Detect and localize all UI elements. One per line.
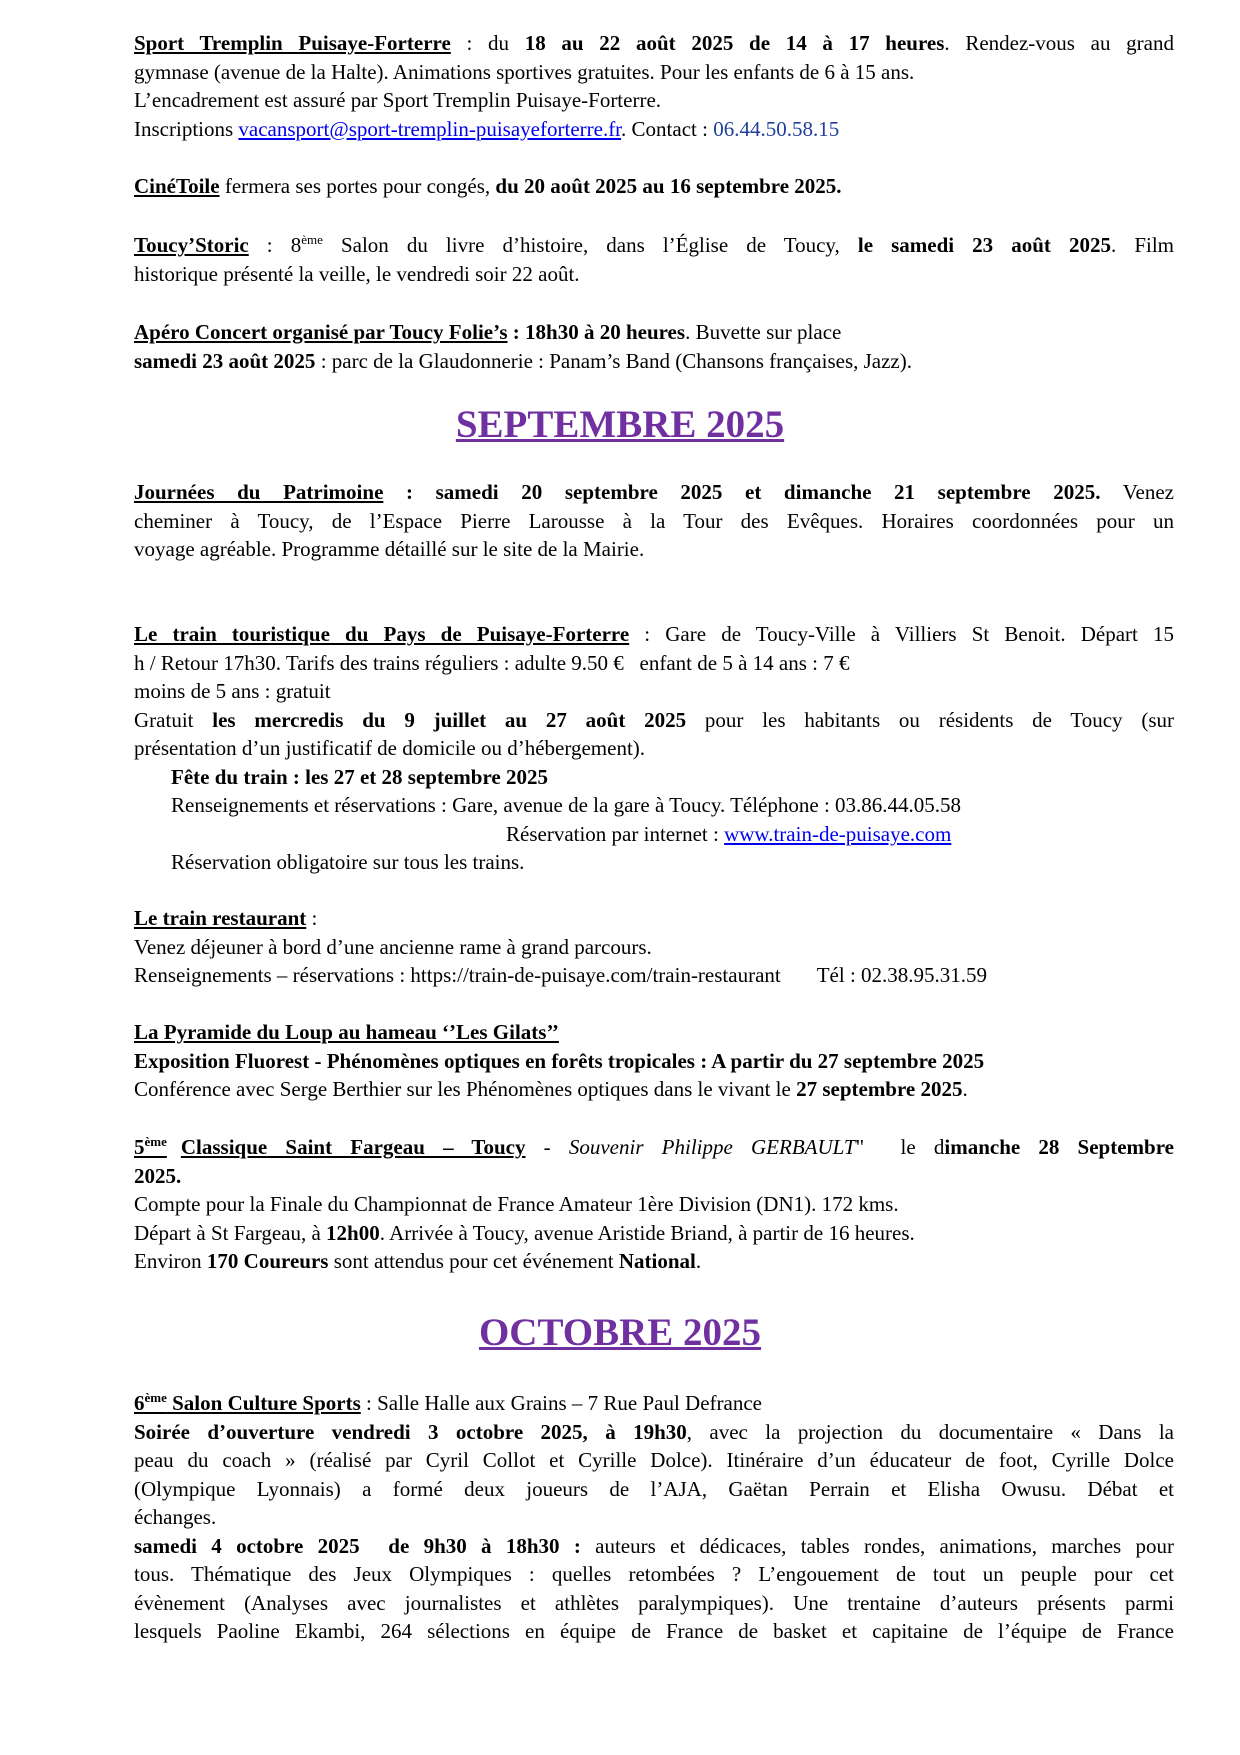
event-cinetoile <box>134 172 1174 201</box>
event-toucy-storic <box>134 231 1174 288</box>
text-line: gymnase (avenue de la Halte). Animations sportives gratuites. Pour les enfants de 6 à 15 ans. <box>134 59 915 84</box>
text-line: voyage agréable. Programme détaillé sur le site de la Mairie. <box>134 537 645 561</box>
text: Souvenir Philippe GERBAULT <box>568 1135 856 1159</box>
event-title: La Pyramide du Loup au hameau ‘’Les Gilats’’ <box>134 1020 559 1044</box>
event-title: CinéToile <box>134 174 220 198</box>
text: Classique Saint Fargeau – Toucy <box>180 1135 526 1159</box>
text-line <box>134 318 1174 347</box>
text-line <box>134 347 1174 376</box>
event-classique-saint-fargeau <box>134 1133 1174 1276</box>
text: National <box>618 1249 696 1273</box>
event-train-restaurant <box>134 904 1174 990</box>
text: 12h00 <box>326 1220 380 1245</box>
event-date: Soirée d’ouverture vendredi 3 octobre 2025, à 19h30 <box>134 1419 687 1444</box>
month-heading-october: OCTOBRE 2025 <box>478 1311 762 1354</box>
text-line <box>134 478 1174 507</box>
event-title: Le train touristique du Pays de Puisaye-Forterre <box>134 622 630 646</box>
text-line: L’encadrement est assuré par Sport Tremplin Puisaye-Forterre. <box>134 88 662 112</box>
superscript: ème <box>301 232 323 247</box>
text: : Gare de Toucy-Ville à Villiers St Benoit. Départ 15 <box>629 622 1174 646</box>
text-line: Compte pour la Finale du Championnat de France Amateur 1ère Division (DN1). 172 kms. <box>134 1192 899 1216</box>
text-line: Renseignements et réservations : Gare, avenue de la gare à Toucy. Téléphone : 03.86.44.05.58 <box>171 793 962 817</box>
event-title: Sport Tremplin Puisaye-Forterre <box>134 31 451 55</box>
fete-du-train: Fête du train : les 27 et 28 septembre 2025 <box>171 764 548 789</box>
event-time: : 18h30 à 20 heures <box>507 320 686 344</box>
text: auteurs et dédicaces, tables rondes, animations, marches pour <box>580 1533 1175 1558</box>
event-salon-culture-sports <box>134 1389 1174 1646</box>
text-line <box>134 1532 1174 1561</box>
text-line <box>134 1075 1174 1104</box>
superscript: ème <box>144 1134 167 1149</box>
text-line: cheminer à Toucy, de l’Espace Pierre Larousse à la Tour des Evêques. Horaires coordonnées pour un <box>134 508 1174 533</box>
text: , avec la projection du documentaire « Dans la <box>686 1419 1174 1444</box>
text-line <box>134 1418 1174 1447</box>
text: : parc de la Glaudonnerie : Panam’s Band (Chansons françaises, Jazz). <box>315 348 912 373</box>
text: - <box>525 1135 569 1159</box>
email-link[interactable]: vacansport@sport-tremplin-puisayeforterre.fr <box>238 116 622 141</box>
text: " <box>855 1135 865 1159</box>
event-title <box>134 1135 525 1159</box>
event-dates: les mercredis du 9 juillet au 27 août 2025 <box>212 707 687 732</box>
text: . Arrivée à Toucy, avenue Aristide Briand, à partir de 16 heures. <box>379 1220 915 1245</box>
text: 6 <box>134 1391 145 1415</box>
event-date: samedi 23 août 2025 <box>134 348 316 373</box>
text-line <box>134 1219 1174 1248</box>
event-dates: du 20 août 2025 au 16 septembre 2025. <box>495 174 842 198</box>
text-line <box>134 29 1174 58</box>
event-train-touristique <box>134 620 1174 877</box>
event-title: Journées du Patrimoine <box>134 480 384 504</box>
text: . Buvette sur place <box>685 320 842 344</box>
text-line: moins de 5 ans : gratuit <box>134 679 331 703</box>
text-line: échanges. <box>134 1505 217 1529</box>
text-line <box>134 706 1174 735</box>
text-line: peau du coach » (réalisé par Cyril Collot et Cyrille Dolce). Itinéraire d’un éducateur de foot, Cyrille Dolce <box>134 1448 1174 1472</box>
text-line: lesquels Paoline Ekambi, 264 sélections en équipe de France de basket et capitaine de l’équipe de France <box>134 1619 1174 1643</box>
text-line <box>134 1389 1174 1418</box>
event-patrimoine <box>134 478 1174 564</box>
text: . Rendez-vous au grand <box>944 31 1174 55</box>
event-date: 27 septembre 2025 <box>796 1077 963 1101</box>
text-line <box>134 1247 1174 1276</box>
text-line: (Olympique Lyonnais) a formé deux joueurs de l’AJA, Gaëtan Perrain et Elisha Owusu. Débat et <box>134 1476 1174 1501</box>
superscript: ème <box>144 1390 167 1405</box>
event-date: samedi 4 octobre 2025 de 9h30 à 18h30 : <box>134 1533 581 1558</box>
text: Inscriptions <box>134 116 239 141</box>
text-line: évènement (Analyses avec journalistes et athlètes paralympiques). Une trentaine d’auteurs présents parmi <box>134 1590 1174 1615</box>
text: Gratuit <box>134 707 213 732</box>
text: . Contact : <box>621 116 714 141</box>
text-line: 2025. <box>134 1163 182 1188</box>
text: fermera ses portes pour congés, <box>219 174 496 198</box>
text: : <box>306 906 318 930</box>
text-line <box>134 1133 1174 1162</box>
text: Départ à St Fargeau, à <box>134 1220 327 1245</box>
text-line: historique présenté la veille, le vendredi soir 22 août. <box>134 261 580 286</box>
text: 170 Coureurs <box>206 1249 329 1273</box>
event-date: imanche 28 Septembre <box>944 1135 1174 1159</box>
text: Renseignements – réservations : https://train-de-puisaye.com/train-restaurant <box>134 963 781 987</box>
text-line: tous. Thématique des Jeux Olympiques : quelles retombées ? L’engouement de tout un peuple pour cet <box>134 1562 1174 1586</box>
text: Venez <box>1100 480 1175 504</box>
text: Conférence avec Serge Berthier sur les Phénomènes optiques dans le vivant le <box>134 1077 797 1101</box>
text: le d <box>864 1135 945 1159</box>
text: 5 <box>134 1135 145 1159</box>
text: . <box>695 1249 702 1273</box>
text: : 8 <box>248 233 302 257</box>
event-title: Apéro Concert organisé par Toucy Folie’s <box>134 320 508 344</box>
text: : du <box>450 31 525 55</box>
event-dates: : samedi 20 septembre 2025 et dimanche 21 septembre 2025. <box>383 480 1101 504</box>
text-line <box>134 904 1174 933</box>
text-line: présentation d’un justificatif de domicile ou d’hébergement). <box>134 736 646 760</box>
website-link[interactable]: www.train-de-puisaye.com <box>724 821 952 846</box>
text-line: Venez déjeuner à bord d’une ancienne rame à grand parcours. <box>134 934 652 959</box>
month-heading-september: SEPTEMBRE 2025 <box>455 403 785 446</box>
text: . Film <box>1111 233 1175 257</box>
text-line: Exposition Fluorest - Phénomènes optiques en forêts tropicales : A partir du 27 septembre 2025 <box>134 1048 985 1073</box>
text: sont attendus pour cet événement <box>328 1249 619 1273</box>
event-dates: 18 au 22 août 2025 de 14 à 17 heures <box>524 31 945 55</box>
text: Salon Culture Sports <box>166 1391 361 1415</box>
event-pyramide-du-loup <box>134 1018 1174 1104</box>
text: Environ <box>134 1249 207 1273</box>
text-line <box>134 961 1174 990</box>
text-line <box>134 172 1174 201</box>
event-sport-tremplin <box>134 29 1174 143</box>
text-line <box>134 820 1174 849</box>
phone-number: Tél : 02.38.95.31.59 <box>816 963 988 987</box>
text-line <box>134 115 1174 144</box>
event-date: le samedi 23 août 2025 <box>857 233 1111 257</box>
event-title: Toucy’Storic <box>134 233 249 257</box>
text: Salon du livre d’histoire, dans l’Église de Toucy, <box>322 233 858 257</box>
text: pour les habitants ou résidents de Toucy (sur <box>686 707 1175 732</box>
text: Réservation par internet : <box>506 821 725 846</box>
text: . <box>962 1077 968 1101</box>
text: : Salle Halle aux Grains – 7 Rue Paul Defrance <box>360 1391 762 1415</box>
text-line <box>134 620 1174 649</box>
event-title: Le train restaurant <box>134 906 307 930</box>
text-line: h / Retour 17h30. Tarifs des trains réguliers : adulte 9.50 € enfant de 5 à 14 ans : 7 € <box>134 650 850 675</box>
event-title <box>134 1391 361 1415</box>
event-apero-concert <box>134 318 1174 375</box>
phone-number: 06.44.50.58.15 <box>713 116 840 141</box>
text-line: Réservation obligatoire sur tous les trains. <box>171 850 525 874</box>
text-line <box>134 231 1174 260</box>
